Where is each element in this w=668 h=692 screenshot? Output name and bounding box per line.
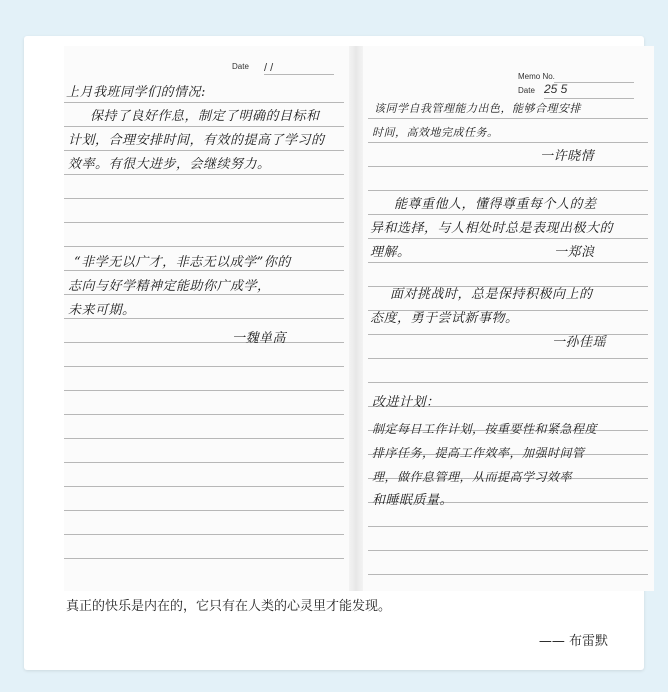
ruled-line: [64, 198, 344, 199]
date-label: Date: [518, 86, 535, 95]
quote-author: —— 布雷默: [538, 634, 608, 649]
quote-text: 真正的快乐是内在的，它只有在人类的心灵里才能发现。: [66, 599, 392, 614]
notebook-photo: [64, 46, 654, 591]
handwritten-line: 保持了良好作息，制定了明确的目标和: [90, 109, 320, 124]
ruled-line: [368, 166, 648, 167]
ruled-line: [64, 366, 344, 367]
ruled-line: [368, 526, 648, 527]
date-value: 25 5: [544, 82, 568, 96]
handwritten-line: 计划，合理安排时间，有效的提高了学习的: [68, 133, 325, 148]
notebook-right-page: [368, 46, 648, 591]
content-card: [24, 36, 644, 670]
handwritten-line: 该同学自我管理能力出色，能够合理安排: [374, 102, 581, 115]
signature: 一魏单高: [232, 331, 287, 346]
ruled-line: [368, 382, 648, 383]
ruled-line: [64, 438, 344, 439]
handwritten-line: 效率。有很大进步，会继续努力。: [68, 157, 271, 172]
notebook-fold: [349, 46, 363, 591]
ruled-line: [64, 222, 344, 223]
ruled-line: [368, 190, 648, 191]
handwritten-line: 和睡眠质量。: [372, 493, 454, 508]
date-label: Date: [232, 62, 249, 71]
handwritten-line: 理解。: [370, 245, 411, 260]
ruled-line: [64, 486, 344, 487]
memo-label: Memo No.: [518, 72, 555, 81]
signature: 一郑浪: [554, 245, 595, 260]
handwritten-line: 志向与好学精神定能助你广成学，: [68, 279, 271, 294]
handwritten-line: “非学无以广才，非志无以成学”你的: [74, 255, 291, 270]
handwritten-line: 面对挑战时，总是保持积极向上的: [390, 287, 593, 302]
handwritten-line: 排序任务，提高工作效率，加强时间管: [372, 446, 585, 460]
ruled-line: [64, 534, 344, 535]
notebook-left-page: [64, 46, 344, 591]
ruled-line: [64, 246, 344, 247]
ruled-line: [64, 390, 344, 391]
handwritten-heading: 改进计划：: [372, 395, 440, 410]
ruled-line: [64, 342, 344, 343]
ruled-line: [64, 558, 344, 559]
ruled-line: [64, 510, 344, 511]
ruled-line: [64, 414, 344, 415]
ruled-line: [368, 574, 648, 575]
handwritten-line: 理，做作息管理，从而提高学习效率: [372, 470, 573, 484]
signature: 一许晓情: [540, 149, 595, 164]
signature: 一孙佳瑶: [552, 335, 607, 350]
handwritten-line: 态度，勇于尝试新事物。: [370, 311, 519, 326]
ruled-line: [64, 462, 344, 463]
handwritten-heading: 上月我班同学们的情况:: [66, 85, 206, 100]
handwritten-line: 未来可期。: [68, 303, 136, 318]
date-underline: [264, 74, 334, 75]
date-value: / /: [264, 62, 274, 74]
handwritten-line: 制定每日工作计划，按重要性和紧急程度: [372, 422, 598, 436]
ruled-line: [368, 550, 648, 551]
handwritten-line: 能尊重他人，懂得尊重每个人的差: [394, 197, 597, 212]
handwritten-line: 时间，高效地完成任务。: [372, 126, 499, 139]
ruled-line: [368, 358, 648, 359]
handwritten-line: 异和选择，与人相处时总是表现出极大的: [370, 221, 614, 236]
